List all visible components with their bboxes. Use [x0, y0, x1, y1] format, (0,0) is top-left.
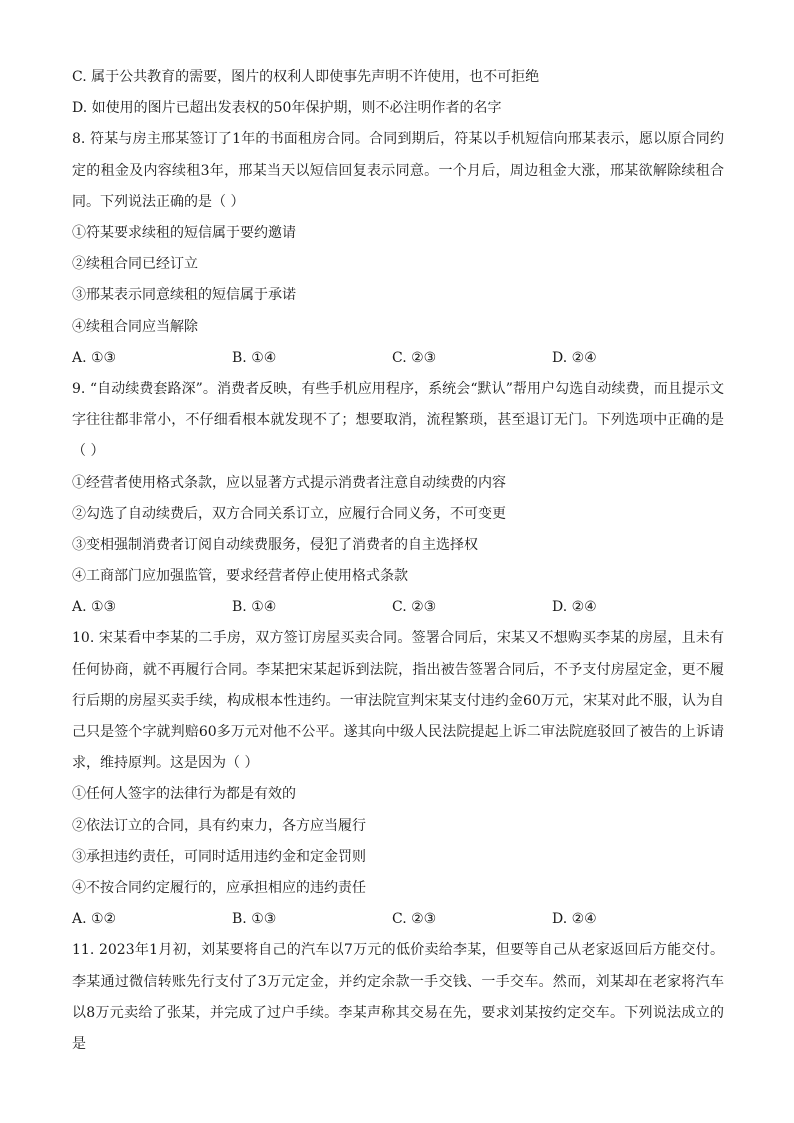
statement: ④续租合同应当解除 [72, 318, 198, 335]
statement: ④工商部门应加强监管，要求经营者停止使用格式条款 [72, 568, 408, 585]
answer-options [72, 592, 724, 623]
option-a: A. ①③ [72, 349, 117, 366]
option-a: A. ①③ [72, 599, 117, 616]
option-a: A. ①② [72, 911, 117, 928]
question-11 [72, 935, 724, 1060]
question-stem: 8. 符某与房主邢某签订了1年的书面租房合同。合同到期后，符某以手机短信向邢某表示，愿以原合同约定的租金及内容续租3年，邢某当天以短信回复表示同意。一个月后，周边租金大涨，邢某欲解除续租合同。下列说法正确的是（ ） [72, 131, 724, 210]
statement: ③承担违约责任，可同时适用违约金和定金罚则 [72, 848, 366, 865]
option-b: B. ①③ [232, 911, 277, 928]
option-c: C. ②③ [392, 599, 437, 616]
question-10 [72, 623, 724, 935]
statement: ②勾选了自动续费后，双方合同关系订立，应履行合同义务，不可变更 [72, 505, 506, 522]
statement: ①经营者使用格式条款，应以显著方式提示消费者注意自动续费的内容 [72, 474, 506, 491]
answer-options [72, 904, 724, 935]
statement: ③变相强制消费者订阅自动续费服务，侵犯了消费者的自主选择权 [72, 536, 478, 553]
statement: ④不按合同约定履行的，应承担相应的违约责任 [72, 880, 366, 897]
option-d: D. ②④ [552, 599, 597, 616]
option-c: C. ②③ [392, 349, 437, 366]
statement: ①任何人签字的法律行为都是有效的 [72, 786, 296, 803]
option-b: B. ①④ [232, 349, 277, 366]
option-d: D. ②④ [552, 911, 597, 928]
prev-option-c: C. 属于公共教育的需要，图片的权利人即使事先声明不许使用，也不可拒绝 [72, 69, 540, 85]
question-9 [72, 374, 724, 624]
prev-option-d: D. 如使用的图片已超出发表权的50年保护期，则不必注明作者的名字 [72, 100, 502, 117]
option-b: B. ①④ [232, 599, 277, 616]
option-c: C. ②③ [392, 911, 437, 928]
option-d: D. ②④ [552, 349, 597, 366]
question-8 [72, 124, 724, 374]
exam-page [72, 62, 724, 1060]
statement: ①符某要求续租的短信属于要约邀请 [72, 224, 296, 241]
question-stem: 11. 2023年1月初，刘某要将自己的汽车以7万元的低价卖给李某，但要等自己从老家返回后方能交付。李某通过微信转账先行支付了3万元定金，并约定余款一手交钱、一手交车。然而，刘某却在老家将汽车以8万元卖给了张某，并完成了过户手续。李某声称其交易在先，要求刘某按约定交车。下列说法成立的是 [72, 942, 724, 1053]
question-stem: 9. “自动续费套路深”。消费者反映，有些手机应用程序，系统会“默认”帮用户勾选自动续费，而且提示文字往往都非常小，不仔细看根本就发现不了；想要取消，流程繁琐，甚至退订无门。下列选项中正确的是（ ） [72, 380, 724, 460]
answer-options [72, 343, 724, 374]
statement: ②续租合同已经订立 [72, 256, 198, 273]
statement: ②依法订立的合同，具有约束力，各方应当履行 [72, 817, 366, 834]
question-stem: 10. 宋某看中李某的二手房，双方签订房屋买卖合同。签署合同后，宋某又不想购买李某的房屋，且未有任何协商，就不再履行合同。李某把宋某起诉到法院，指出被告签署合同后，不予支付房屋定金，更不履行后期的房屋买卖手续，构成根本性违约。一审法院宣判宋某支付违约金60万元，宋某对此不服，认为自己只是签个字就判赔60多万元对他不公平。遂其向中级人民法院提起上诉二审法院庭驳回了被告的上诉请求，维持原判。这是因为（ ） [72, 630, 724, 772]
statement: ③邢某表示同意续租的短信属于承诺 [72, 287, 296, 304]
